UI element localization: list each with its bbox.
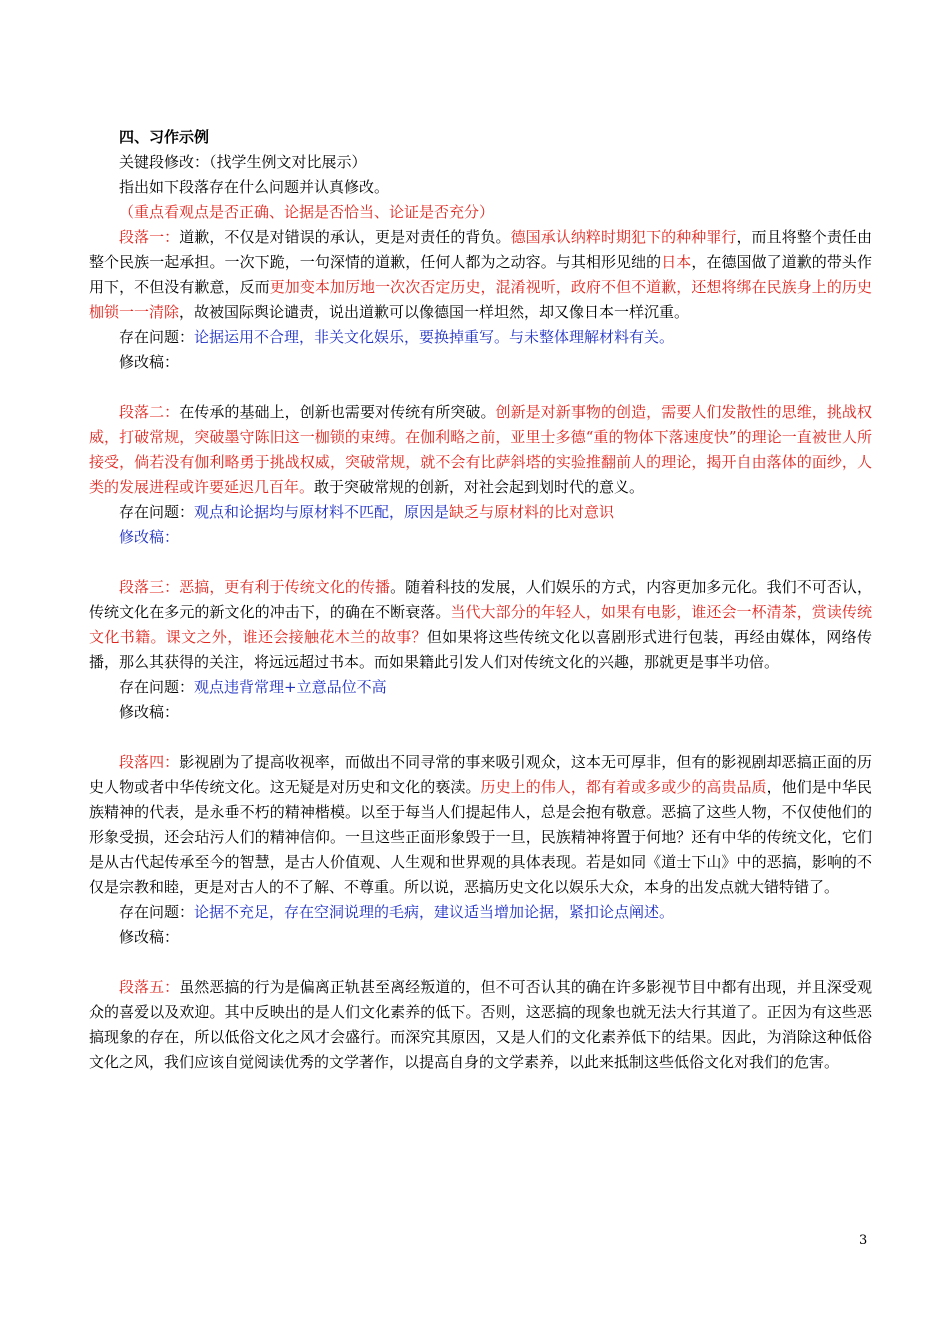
issue-label: 存在问题：: [119, 678, 195, 696]
section-title: 四、习作示例: [119, 128, 210, 146]
paragraph-2: [89, 400, 872, 500]
issue-comment-highlight: 缺乏与原材料的比对意识: [449, 503, 615, 521]
paragraph-3-label: 段落三：: [119, 578, 180, 596]
issue-label: 存在问题：: [119, 903, 195, 921]
paragraph-4: [89, 750, 872, 900]
document-body: [89, 125, 872, 1075]
paragraph-1-text: ，故被国际舆论谴责，说出道歉可以像德国一样坦然，却又像日本一样沉重。: [179, 303, 690, 321]
paragraph-1-highlight: 更加变本加厉地一次次否定历史，混淆视听，政府不但不道歉，还想将绑在民族身上的历史枷锁一一清除: [89, 278, 872, 321]
paragraph-5-label: 段落五：: [119, 978, 180, 996]
paragraph-1-text: ，在德国做了道歉的带头作用下，不但没有歉意，反而: [89, 253, 872, 296]
paragraph-4-text: ，他们是中华民族精神的代表，是永垂不朽的精神楷模。以至于每当人们提起伟人，总是会抱有敬意。恶搞了这些人物，不仅使他们的形象受损，还会玷污人们的精神信仰。一旦这些正面形象毁于一旦，民族精神将置于何地？还有中华的传统文化，它们是从古代起传承至今的智慧，是古人价值观、人生观和世界观的具体表现。若是如同《道士下山》中的恶搞，影响的不仅是宗教和睦，更是对古人的不了解、不尊重。所以说，恶搞历史文化以娱乐大众，本身的出发点就大错特错了。: [89, 778, 872, 896]
paragraph-3-issue: [89, 675, 872, 700]
paragraph-2-label: 段落二：: [119, 403, 180, 421]
issue-label: 存在问题：: [119, 328, 195, 346]
paragraph-1: [89, 225, 872, 325]
paragraph-3-text: 但如果将这些传统文化以喜剧形式进行包装，再经由媒体，网络传播，那么其获得的关注，将远远超过书本。而如果籍此引发人们对传统文化的兴趣，那就更是事半功倍。: [89, 628, 872, 671]
paragraph-2-issue: [89, 500, 872, 525]
paragraph-1-text: ，而且将整个责任由整个民族一起承担。一次下跪，一句深情的道歉，任何人都为之动容。与其相形见绌的: [89, 228, 872, 271]
paragraph-1-issue: [89, 325, 872, 350]
page-number: 3: [859, 1233, 868, 1248]
paragraph-4-text: 影视剧为了提高收视率，而做出不同寻常的事来吸引观众，这本无可厚非，但有的影视剧却恶搞正面的历史人物或者中华传统文化。这无疑是对历史和文化的亵渎。: [89, 753, 872, 796]
revision-label: 修改稿：: [119, 353, 180, 371]
paragraph-2-text: 敢于突破常规的创新，对社会起到划时代的意义。: [314, 478, 645, 496]
focus-note: （重点看观点是否正确、论据是否恰当、论证是否充分）: [119, 203, 495, 221]
paragraph-1-highlight: 日本: [661, 253, 692, 271]
issue-label: 存在问题：: [119, 503, 195, 521]
issue-comment: 观点和论据均与原材料不匹配，原因是: [194, 503, 450, 521]
issue-comment: 论据运用不合理，非关文化娱乐，要换掉重写。与未整体理解材料有关。: [194, 328, 675, 346]
paragraph-1-highlight: 德国承认纳粹时期犯下的种种罪行: [510, 228, 737, 246]
paragraph-4-highlight: 历史上的伟人，都有着或多或少的高贵品质: [480, 778, 767, 796]
revision-label: 修改稿：: [119, 928, 180, 946]
issue-comment: 论据不充足，存在空洞说理的毛病，建议适当增加论据，紧扣论点阐述。: [194, 903, 675, 921]
issue-comment: 观点违背常理+立意品位不高: [194, 678, 387, 696]
instruction-text: 指出如下段落存在什么问题并认真修改。: [119, 178, 390, 196]
paragraph-2-highlight: 创新是对新事物的创造，需要人们发散性的思维，挑战权威，打破常规，突破墨守陈旧这一枷锁的束缚。在伽利略之前，亚里士多德“重的物体下落速度快”的理论一直被世人所接受，倘若没有伽利略勇于挑战权威，突破常规，就不会有比萨斜塔的实验推翻前人的理论，揭开自由落体的面纱，人类的发展进程或许要延迟几百年。: [89, 403, 872, 496]
paragraph-2-text: 在传承的基础上，创新也需要对传统有所突破。: [179, 403, 496, 421]
paragraph-1-label: 段落一：: [119, 228, 180, 246]
revision-label: 修改稿：: [119, 703, 180, 721]
revision-label: 修改稿：: [119, 528, 180, 546]
paragraph-3-text: 。随着科技的发展，人们娱乐的方式，内容更加多元化。我们不可否认，传统文化在多元的新文化的冲击下，的确在不断衰落。: [89, 578, 872, 621]
paragraph-5-text: 虽然恶搞的行为是偏离正轨甚至离经叛道的，但不可否认其的确在许多影视节目中都有出现，并且深受观众的喜爱以及欢迎。其中反映出的是人们文化素养的低下。否则，这恶搞的现象也就无法大行其道了。正因为有这些恶搞现象的存在，所以低俗文化之风才会盛行。而深究其原因，又是人们的文化素养低下的结果。因此，为消除这种低俗文化之风，我们应该自觉阅读优秀的文学著作，以提高自身的文学素养，以此来抵制这些低俗文化对我们的危害。: [89, 978, 872, 1071]
paragraph-4-issue: [89, 900, 872, 925]
paragraph-3-highlight: 当代大部分的年轻人，如果有电影，谁还会一杯清茶，赏读传统文化书籍。课文之外，谁还会接触花木兰的故事？: [89, 603, 872, 646]
paragraph-3-highlight: 恶搞，更有利于传统文化的传播: [179, 578, 391, 596]
paragraph-5: [89, 975, 872, 1075]
paragraph-4-label: 段落四：: [119, 753, 180, 771]
key-paragraph-label: 关键段修改：（找学生例文对比展示）: [119, 153, 367, 171]
paragraph-3: [89, 575, 872, 675]
paragraph-1-text: 道歉，不仅是对错误的承认，更是对责任的背负。: [179, 228, 511, 246]
